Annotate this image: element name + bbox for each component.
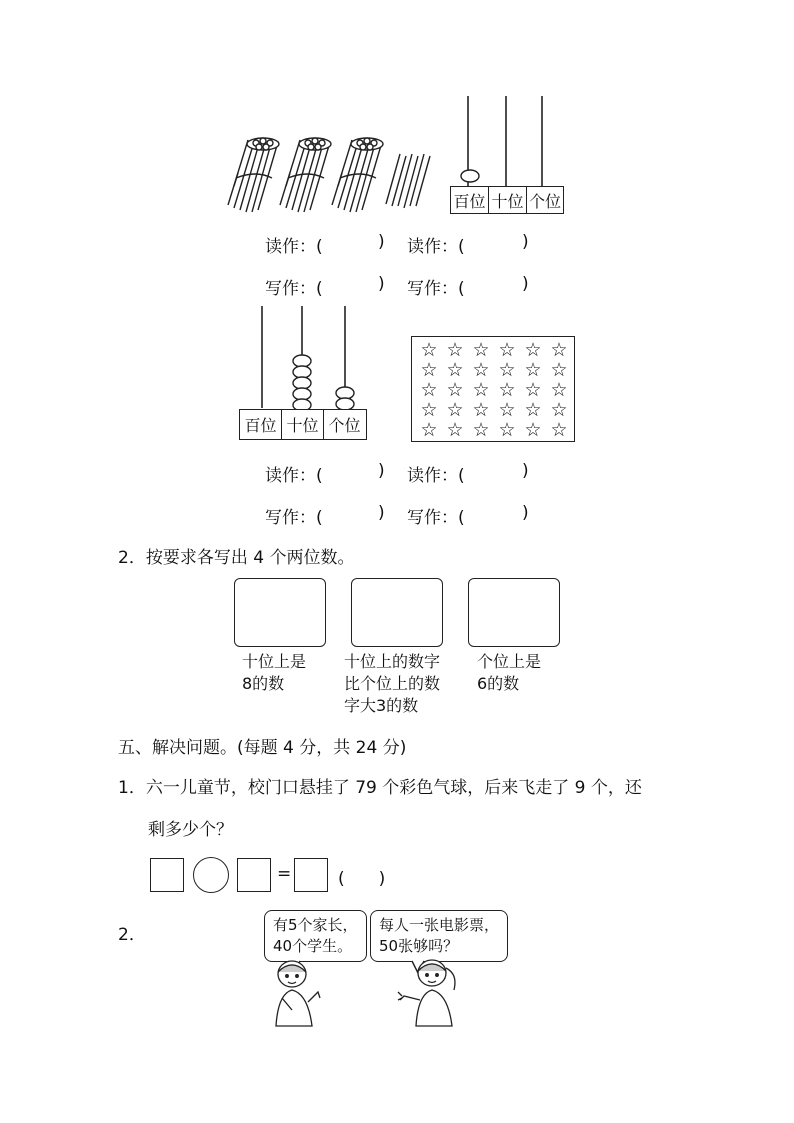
read-label-b: 读作：( [407,237,465,257]
problem-1-line-2: 剩多少个？ [148,820,233,840]
star-icon: ☆ [550,359,568,381]
box-2-caption-line: 比个位上的数 [344,674,441,693]
star-icon: ☆ [498,419,516,441]
problem-1-line-1: 1．六一儿童节，校门口悬挂了 79 个彩色气球，后来飞走了 9 个，还 [118,778,642,798]
abacus-c-rods [250,306,370,411]
abacus-bead [461,170,479,182]
section-5-heading: 五、解决问题。(每题 4 分，共 24 分) [118,738,407,758]
star-icon: ☆ [420,339,438,361]
write-close-a: ) [378,274,385,294]
ones-label: 个位 [323,410,365,439]
answer-box-3[interactable] [468,578,560,647]
tens-label: 十位 [281,410,323,439]
place-value-table-c [239,409,367,440]
bubble-left-line: 40个学生。 [273,937,353,955]
star-icon: ☆ [498,379,516,401]
write-label-d: 写作：( [407,508,465,528]
read-close-b: ) [522,232,529,252]
star-icon: ☆ [524,399,542,421]
star-icon: ☆ [472,339,490,361]
star-icon: ☆ [524,419,542,441]
write-close-c: ) [378,503,385,523]
box-3-caption [477,651,541,695]
read-close-a: ) [378,232,385,252]
star-icon: ☆ [446,419,464,441]
equation-operator-circle[interactable] [193,857,229,893]
star-icon: ☆ [550,419,568,441]
write-close-b: ) [522,274,529,294]
stick-bundles-drawing [228,140,448,215]
star-grid [411,336,575,442]
read-close-c: ) [378,461,385,481]
star-icon: ☆ [446,359,464,381]
problem-2-number: 2． [118,925,146,945]
star-icon: ☆ [472,379,490,401]
girl-right-illustration [398,956,468,1028]
write-label-a: 写作：( [265,279,323,299]
star-icon: ☆ [472,399,490,421]
write-label-c: 写作：( [265,508,323,528]
star-icon: ☆ [420,399,438,421]
box-2-caption-line: 字大3的数 [344,696,419,715]
girl-left-illustration [268,958,328,1028]
star-icon: ☆ [550,339,568,361]
star-icon: ☆ [498,339,516,361]
star-icon: ☆ [550,399,568,421]
star-icon: ☆ [420,379,438,401]
star-icon: ☆ [524,359,542,381]
star-icon: ☆ [498,359,516,381]
star-icon: ☆ [446,339,464,361]
box-1-caption-line: 十位上是 [242,652,307,671]
q2-title: 2．按要求各写出 4 个两位数。 [118,548,355,568]
read-label-d: 读作：( [407,466,465,486]
star-icon: ☆ [524,379,542,401]
bubble-right-line: 50张够吗？ [379,937,459,955]
equation-result-box[interactable] [294,858,328,892]
star-icon: ☆ [472,359,490,381]
read-label-c: 读作：( [265,466,323,486]
star-icon: ☆ [420,359,438,381]
speech-bubble-left [264,910,367,962]
star-icon: ☆ [446,379,464,401]
star-icon: ☆ [420,419,438,441]
star-grid-inner [416,340,572,440]
read-label-a: 读作：( [265,237,323,257]
tens-label: 十位 [488,187,526,213]
answer-box-2[interactable] [351,578,443,647]
star-icon: ☆ [472,419,490,441]
hundreds-label: 百位 [244,416,277,435]
abacus-b-rods [462,96,552,191]
equals-sign: = [277,864,292,884]
bubble-right-line: 每人一张电影票， [379,916,500,934]
place-value-table-b [450,186,564,214]
hundreds-label: 百位 [453,191,486,211]
box-1-caption [242,651,306,695]
box-3-caption-line: 6的数 [477,674,520,693]
star-icon: ☆ [446,399,464,421]
ones-label: 个位 [526,187,563,213]
equation-operand-box-1[interactable] [150,858,184,892]
box-2-caption [344,651,440,717]
star-icon: ☆ [550,379,568,401]
equation-operand-box-2[interactable] [237,858,271,892]
answer-box-1[interactable] [234,578,326,647]
speech-bubble-right [370,910,508,962]
write-close-d: ) [522,503,529,523]
star-icon: ☆ [524,339,542,361]
star-icon: ☆ [498,399,516,421]
box-3-caption-line: 个位上是 [477,652,542,671]
write-label-b: 写作：( [407,279,465,299]
answer-unit-paren: ( ) [338,869,386,889]
bubble-left-line: 有5个家长， [273,916,358,934]
read-close-d: ) [522,461,529,481]
box-1-caption-line: 8的数 [242,674,285,693]
box-2-caption-line: 十位上的数字 [344,652,441,671]
